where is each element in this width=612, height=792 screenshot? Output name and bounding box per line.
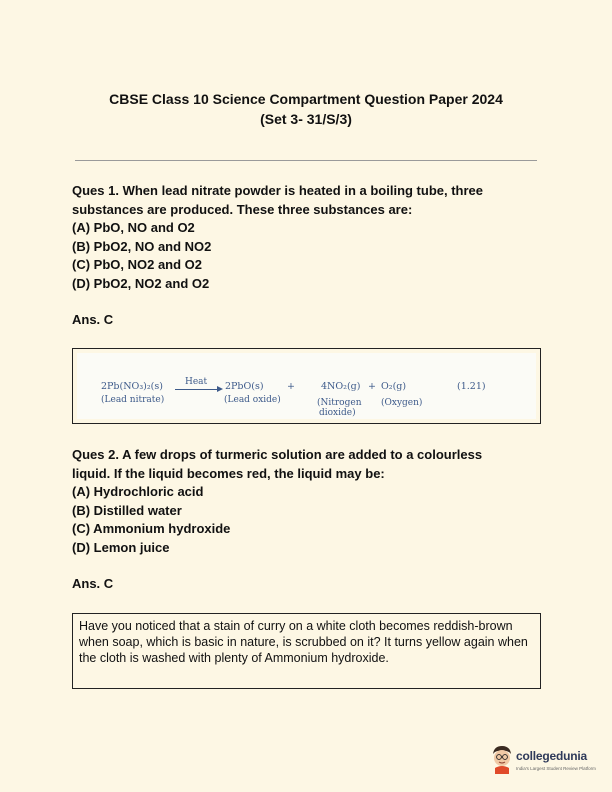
eq-plus-2: + [368,381,376,392]
eq-reactant: 2Pb(NO₃)₂(s) [101,381,163,392]
page-title: CBSE Class 10 Science Compartment Question Paper 2024 [109,91,503,107]
question-2-option-d: (D) Lemon juice [72,539,170,555]
equation-image [77,353,536,419]
eq-label-product-3: (Oxygen) [381,398,423,408]
eq-label-product-1: (Lead oxide) [224,395,281,405]
eq-label-reactant: (Lead nitrate) [101,395,165,405]
question-1-line: substances are produced. These three substances are: [72,201,413,217]
eq-arrow [175,389,218,390]
explanation-box [72,613,541,689]
question-2 [72,446,542,557]
explanation-text: Have you noticed that a stain of curry on a white cloth becomes reddish-brown when soap, which is basic in nature, is scrubbed on it? It turns yellow again when the cloth is washed with plenty of Ammonium hydroxide. [79,619,528,665]
logo-brand: collegedunia [516,749,587,763]
question-2-answer: Ans. C [72,576,114,591]
divider [75,160,537,161]
eq-product-1: 2PbO(s) [225,381,264,392]
equation-box [72,348,541,424]
logo-tagline: India's Largest Student Review Platform [516,766,596,771]
question-2-option-c: (C) Ammonium hydroxide [72,521,231,536]
question-1-answer: Ans. C [72,312,114,327]
question-2-line: Ques 2. A few drops of turmeric solution are added to a colourless [72,447,483,462]
question-1 [72,182,542,293]
question-1-line: Ques 1. When lead nitrate powder is heated in a boiling tube, three [72,183,484,198]
mascot-icon [490,744,514,774]
eq-label-product-2b: dioxide) [319,408,356,418]
question-2-line: liquid. If the liquid becomes red, the liquid may be: [72,465,385,481]
eq-product-2: 4NO₂(g) [321,381,361,392]
collegedunia-logo [490,744,600,780]
eq-plus-1: + [287,381,295,392]
question-1-option-b: (B) PbO2, NO and NO2 [72,238,212,254]
question-2-option-a: (A) Hydrochloric acid [72,484,204,499]
question-1-option-a: (A) PbO, NO and O2 [72,220,195,235]
eq-number: (1.21) [457,381,486,392]
eq-label-product-2: (Nitrogen [317,398,362,408]
eq-arrow-head [217,386,223,392]
question-2-option-b: (B) Distilled water [72,502,182,518]
question-1-option-c: (C) PbO, NO2 and O2 [72,257,203,272]
question-1-option-d: (D) PbO2, NO2 and O2 [72,275,210,291]
page-subtitle: (Set 3- 31/S/3) [260,111,352,127]
eq-product-3: O₂(g) [381,381,407,392]
eq-condition: Heat [185,377,208,387]
